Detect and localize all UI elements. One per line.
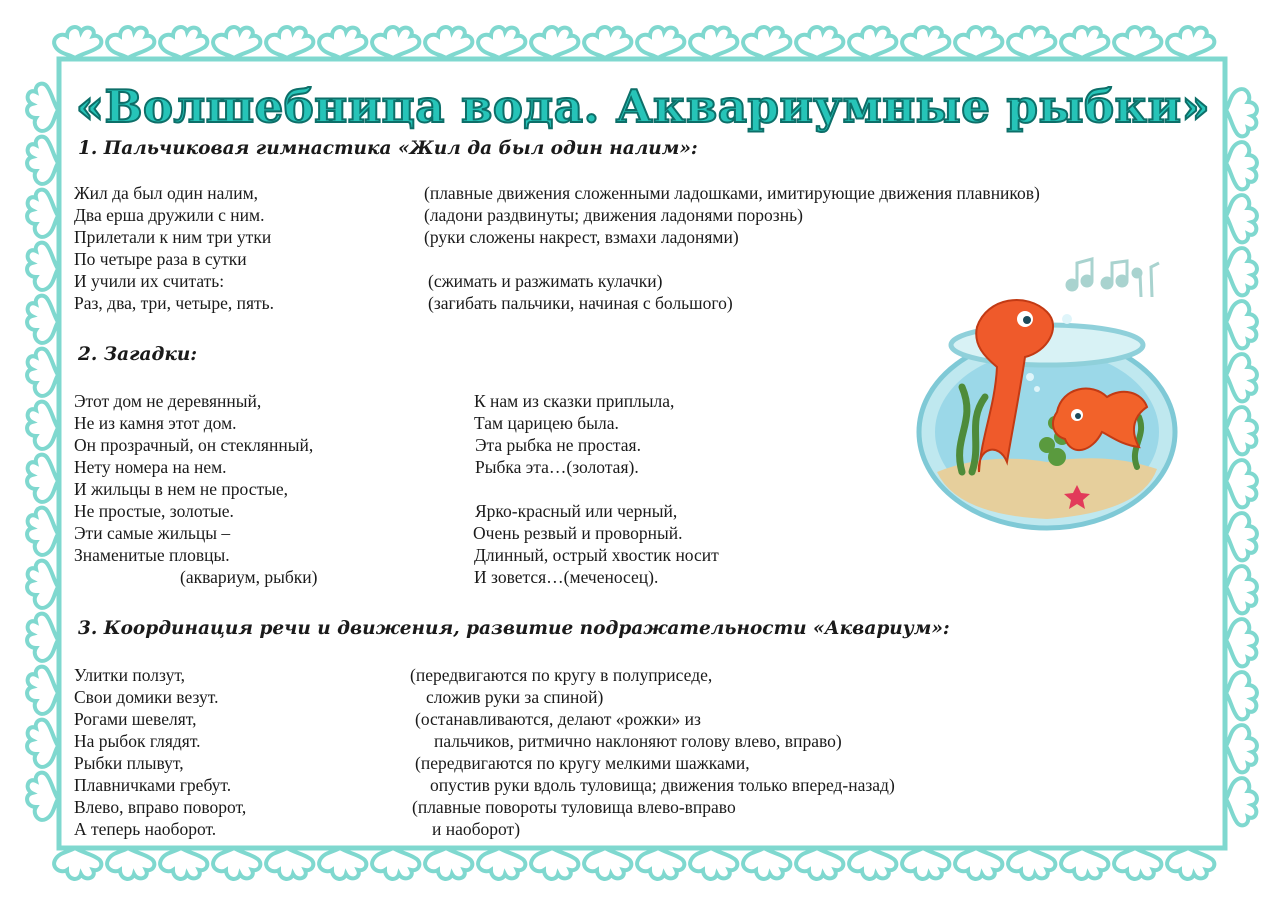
verse-line: Влево, вправо поворот,: [74, 797, 247, 817]
riddle-line: Эта рыбка не простая.: [475, 435, 641, 455]
riddle-answer: (аквариум, рыбки): [180, 567, 318, 587]
riddle-line: Знаменитые пловцы.: [74, 545, 230, 565]
worksheet-page: [62, 62, 1224, 846]
riddle-line: Рыбка эта…(золотая).: [475, 457, 639, 477]
section-heading-speech-movement: 3. Координация речи и движения, развитие подражательности «Аквариум»:: [78, 618, 950, 639]
riddle-line: К нам из сказки приплыла,: [474, 391, 675, 411]
verse-line: Свои домики везут.: [74, 687, 219, 707]
movement-note: (останавливаются, делают «рожки» из: [415, 709, 701, 729]
movement-note: (передвигаются по кругу в полуприседе,: [410, 665, 713, 685]
page-title: «Волшебница вода. Аквариумные рыбки»: [75, 80, 1211, 133]
verse-line: Два ерша дружили с ним.: [74, 205, 265, 225]
riddle-line: Не простые, золотые.: [74, 501, 234, 521]
verse-line: Улитки ползут,: [74, 665, 186, 685]
section-heading-riddles: 2. Загадки:: [78, 344, 198, 365]
riddle-line: Нету номера на нем.: [74, 457, 227, 477]
riddle-line: Ярко-красный или черный,: [475, 501, 678, 521]
riddle-line: Очень резвый и проворный.: [473, 523, 683, 543]
verse-line: Прилетали к ним три утки: [74, 227, 272, 247]
verse-line: Жил да был один налим,: [74, 183, 259, 203]
movement-note: и наоборот): [432, 819, 521, 839]
verse-line: Плавничками гребут.: [74, 775, 232, 795]
verse-line: И учили их считать:: [74, 271, 225, 291]
verse-line: Рыбки плывут,: [74, 753, 184, 773]
riddle-line: Длинный, острый хвостик носит: [474, 545, 719, 565]
riddle-line: Там царицею была.: [474, 413, 619, 433]
riddle-line: Он прозрачный, он стеклянный,: [74, 435, 314, 455]
verse-line: На рыбок глядят.: [74, 731, 201, 751]
movement-note: опустив руки вдоль туловища; движения только вперед-назад): [430, 775, 895, 795]
movement-note: (плавные движения сложенными ладошками, имитирующие движения плавников): [424, 183, 1040, 203]
riddle-line: Не из камня этот дом.: [74, 413, 237, 433]
verse-line: По четыре раза в сутки: [74, 249, 247, 269]
verse-line: А теперь наоборот.: [74, 819, 217, 839]
movement-note: (передвигаются по кругу мелкими шажками,: [415, 753, 750, 773]
fishbowl-illustration: [907, 257, 1197, 537]
music-notes-icon: [1067, 259, 1159, 297]
movement-note: (плавные повороты туловища влево-вправо: [412, 797, 736, 817]
movement-note: сложив руки за спиной): [426, 687, 604, 707]
riddle-line: Эти самые жильцы –: [74, 523, 231, 543]
movement-note: (руки сложены накрест, взмахи ладонями): [424, 227, 739, 247]
riddle-line: И жильцы в нем не простые,: [74, 479, 289, 499]
movement-note: (загибать пальчики, начиная с большого): [428, 293, 733, 313]
verse-line: Раз, два, три, четыре, пять.: [74, 293, 275, 313]
section-heading-finger-gymnastics: 1. Пальчиковая гимнастика «Жил да был один налим»:: [78, 138, 698, 159]
riddle-line: Этот дом не деревянный,: [74, 391, 262, 411]
movement-note: (ладони раздвинуты; движения ладонями порознь): [424, 205, 803, 225]
movement-note: пальчиков, ритмично наклоняют голову влево, вправо): [434, 731, 842, 751]
movement-note: (сжимать и разжимать кулачки): [428, 271, 663, 291]
riddle-line: И зовется…(меченосец).: [474, 567, 659, 587]
verse-line: Рогами шевелят,: [74, 709, 197, 729]
